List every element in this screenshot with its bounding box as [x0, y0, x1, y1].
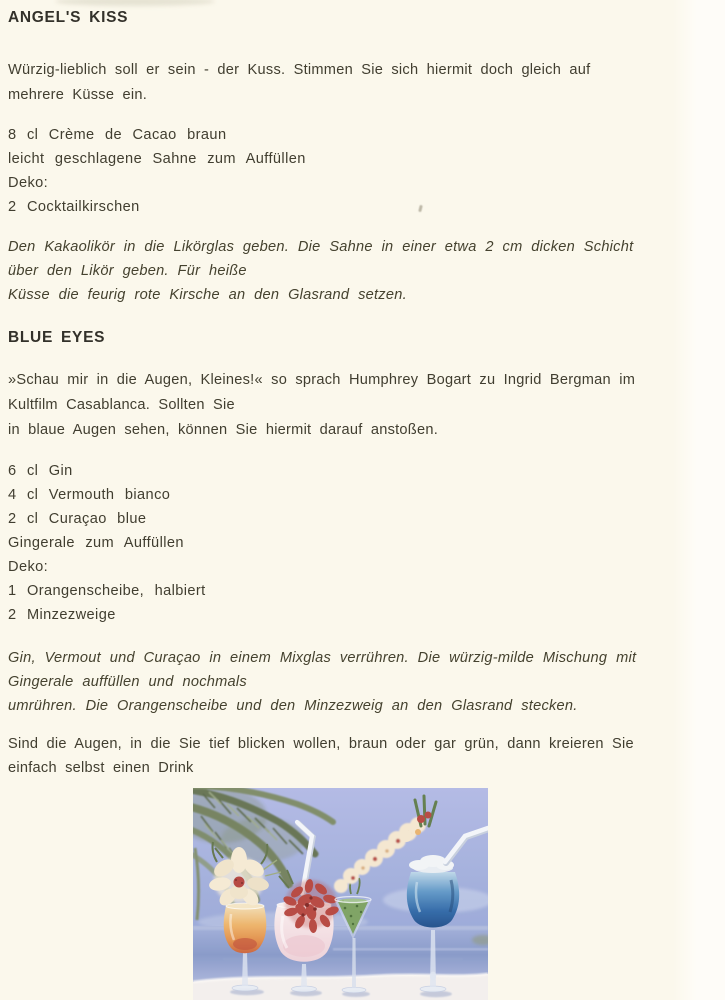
ingredient-line: 6 cl Gin: [8, 463, 73, 479]
angels-kiss-ingredients: [8, 123, 306, 219]
text-line: in blaue Augen sehen, können Sie hiermit darauf anstoßen.: [8, 422, 439, 438]
ingredient-line: 1 Orangenscheibe, halbiert: [8, 583, 206, 599]
scan-smudge-artifact: [55, 0, 215, 6]
text-line: »Schau mir in die Augen, Kleines!« so sprach Humphrey Bogart zu Ingrid Bergman im: [8, 372, 636, 388]
ingredient-line: 2 Minzezweige: [8, 607, 116, 623]
text-line: Würzig-lieblich soll er sein - der Kuss. Stimmen Sie sich hiermit doch gleich auf: [8, 62, 591, 78]
text-line: umrühren. Die Orangenscheibe und den Minzezweig an den Glasrand stecken.: [8, 698, 578, 714]
blue-eyes-intro: [8, 368, 635, 443]
ingredient-line: leicht geschlagene Sahne zum Auffüllen: [8, 151, 306, 167]
ingredient-line: 4 cl Vermouth bianco: [8, 487, 171, 503]
text-line: Sind die Augen, in die Sie tief blicken wollen, braun oder gar grün, dann kreieren Sie: [8, 736, 634, 752]
ingredient-line: 8 cl Crème de Cacao braun: [8, 127, 227, 143]
angels-kiss-instructions: [8, 235, 633, 307]
tropical-cocktails-photo: [193, 788, 488, 1000]
recipe-title-angels-kiss: ANGEL'S KISS: [8, 9, 129, 26]
ingredient-line: Deko:: [8, 559, 49, 575]
page-edge-artifact: [673, 0, 725, 1000]
text-line: einfach selbst einen Drink: [8, 760, 194, 776]
ingredient-line: 2 cl Curaçao blue: [8, 511, 147, 527]
text-line: über den Likör geben. Für heiße: [8, 263, 247, 279]
ingredient-line: 2 Cocktailkirschen: [8, 199, 140, 215]
text-line: Kultfilm Casablanca. Sollten Sie: [8, 397, 235, 413]
text-line: Gingerale auffüllen und nochmals: [8, 674, 247, 690]
text-line: mehrere Küsse ein.: [8, 87, 148, 103]
photo-haze-overlay: [193, 788, 488, 1000]
text-line: Gin, Vermout und Curaçao in einem Mixglas verrühren. Die würzig-milde Mischung mit: [8, 650, 637, 666]
scan-speck-artifact: [418, 205, 423, 213]
angels-kiss-intro: [8, 58, 590, 108]
text-line: Küsse die feurig rote Kirsche an den Glasrand setzen.: [8, 287, 407, 303]
ingredient-line: Gingerale zum Auffüllen: [8, 535, 184, 551]
recipe-title-blue-eyes: BLUE EYES: [8, 329, 106, 346]
blue-eyes-outro: [8, 732, 634, 780]
blue-eyes-instructions: [8, 646, 636, 718]
blue-eyes-ingredients: [8, 459, 206, 627]
text-line: Den Kakaolikör in die Likörglas geben. Die Sahne in einer etwa 2 cm dicken Schicht: [8, 239, 634, 255]
ingredient-line: Deko:: [8, 175, 49, 191]
